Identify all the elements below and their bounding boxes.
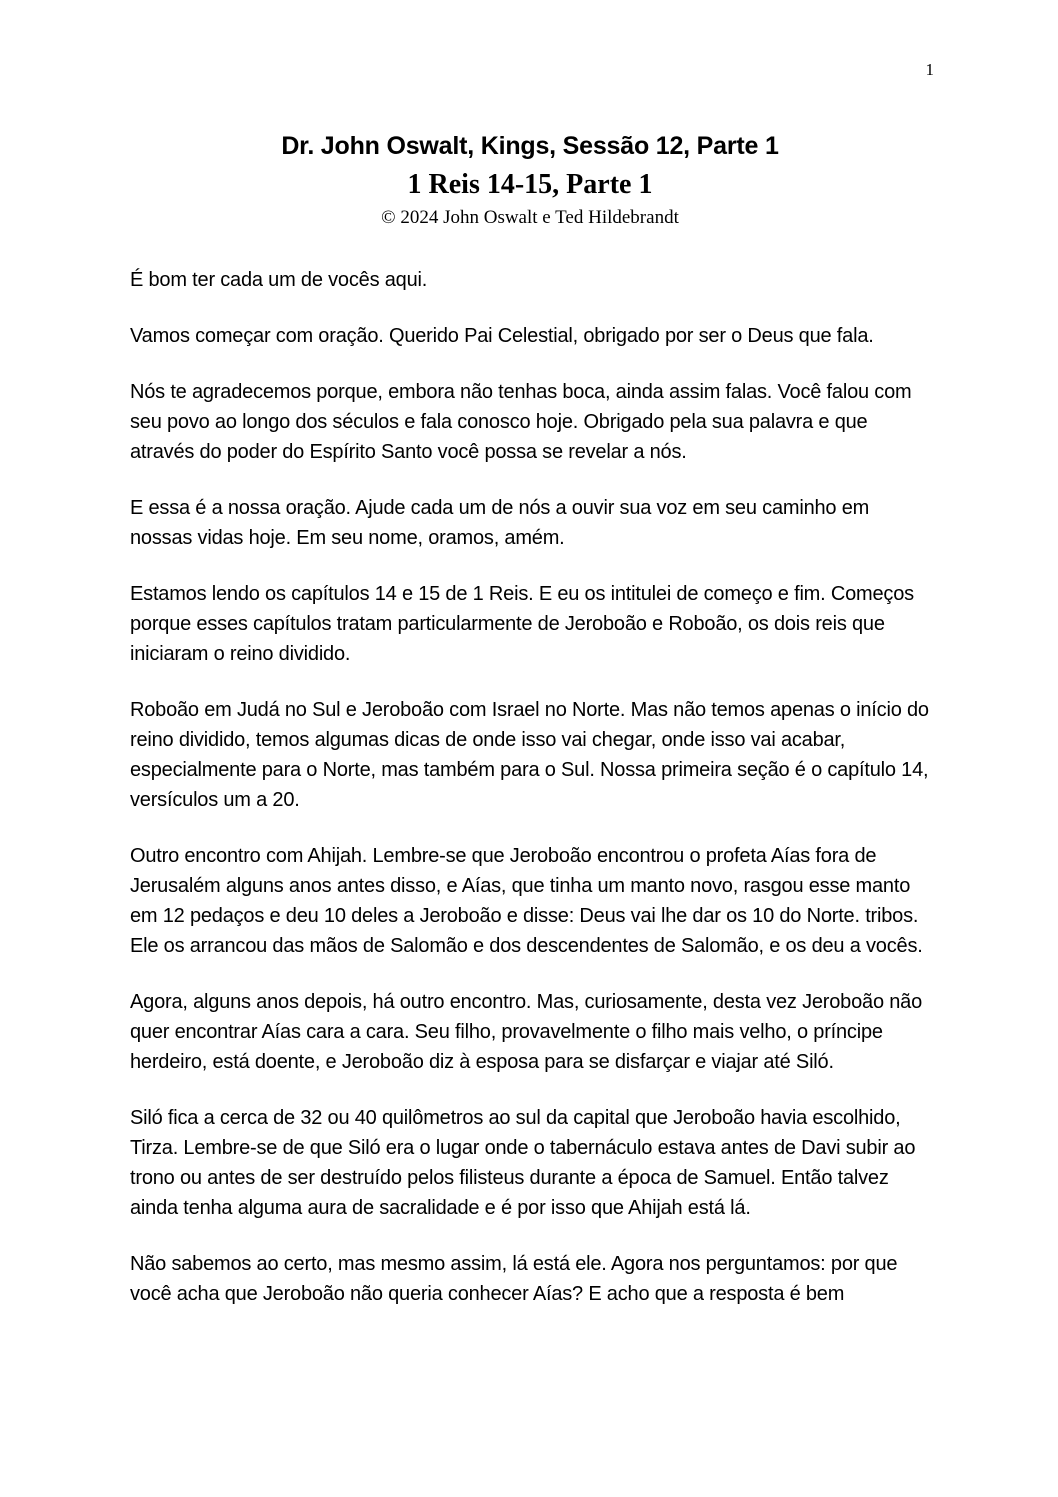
paragraph: Siló fica a cerca de 32 ou 40 quilômetros ao sul da capital que Jeroboão havia escolhido, Tirza. Lembre-se de que Siló era o lugar onde o tabernáculo estava antes de Davi subir ao trono ou antes de ser destruído pelos filisteus durante a época de Samuel. Então talvez ainda tenha alguma aura de sacralidade e é por isso que Ahijah está lá.: [130, 1107, 916, 1219]
paragraph: Roboão em Judá no Sul e Jeroboão com Israel no Norte. Mas não temos apenas o início do reino dividido, temos algumas dicas de onde isso vai chegar, onde isso vai acabar, especialmente para o Norte, mas também para o Sul. Nossa primeira seção é o capítulo 14, versículos um a 20.: [130, 699, 929, 811]
paragraph: Nós te agradecemos porque, embora não tenhas boca, ainda assim falas. Você falou com seu povo ao longo dos séculos e fala conosco hoje. Obrigado pela sua palavra e que através do poder do Espírito Santo você possa se revelar a nós.: [130, 381, 912, 463]
paragraph: Vamos começar com oração. Querido Pai Celestial, obrigado por ser o Deus que fala.: [130, 325, 874, 347]
page-number: 1: [925, 60, 934, 79]
document-header: [130, 0, 930, 231]
paragraph: Outro encontro com Ahijah. Lembre-se que Jeroboão encontrou o profeta Aías fora de Jerusalém alguns anos antes disso, e Aías, que tinha um manto novo, rasgou esse manto em 12 pedaços e deu 10 deles a Jeroboão e disse: Deus vai lhe dar os 10 do Norte. tribos. Ele os arrancou das mãos de Salomão e dos descendentes de Salomão, e os deu a vocês.: [130, 845, 923, 957]
paragraph: É bom ter cada um de vocês aqui.: [130, 269, 428, 291]
paragraph: Não sabemos ao certo, mas mesmo assim, lá está ele. Agora nos perguntamos: por que você acha que Jeroboão não queria conhecer Aías? E acho que a resposta é bem: [130, 1253, 898, 1305]
paragraph: Estamos lendo os capítulos 14 e 15 de 1 Reis. E eu os intitulei de começo e fim. Começos porque esses capítulos tratam particularmente de Jeroboão e Roboão, os dois reis que iniciaram o reino dividido.: [130, 583, 914, 665]
paragraph: E essa é a nossa oração. Ajude cada um de nós a ouvir sua voz em seu caminho em nossas vidas hoje. Em seu nome, oramos, amém.: [130, 497, 870, 549]
document-title: Dr. John Oswalt, Kings, Sessão 12, Parte 1: [281, 132, 779, 160]
document-subtitle: 1 Reis 14-15, Parte 1: [407, 169, 653, 200]
document-body: [130, 265, 930, 1309]
copyright-line: © 2024 John Oswalt e Ted Hildebrandt: [381, 207, 679, 228]
paragraph: Agora, alguns anos depois, há outro encontro. Mas, curiosamente, desta vez Jeroboão não quer encontrar Aías cara a cara. Seu filho, provavelmente o filho mais velho, o príncipe herdeiro, está doente, e Jeroboão diz à esposa para se disfarçar e viajar até Siló.: [130, 991, 922, 1073]
